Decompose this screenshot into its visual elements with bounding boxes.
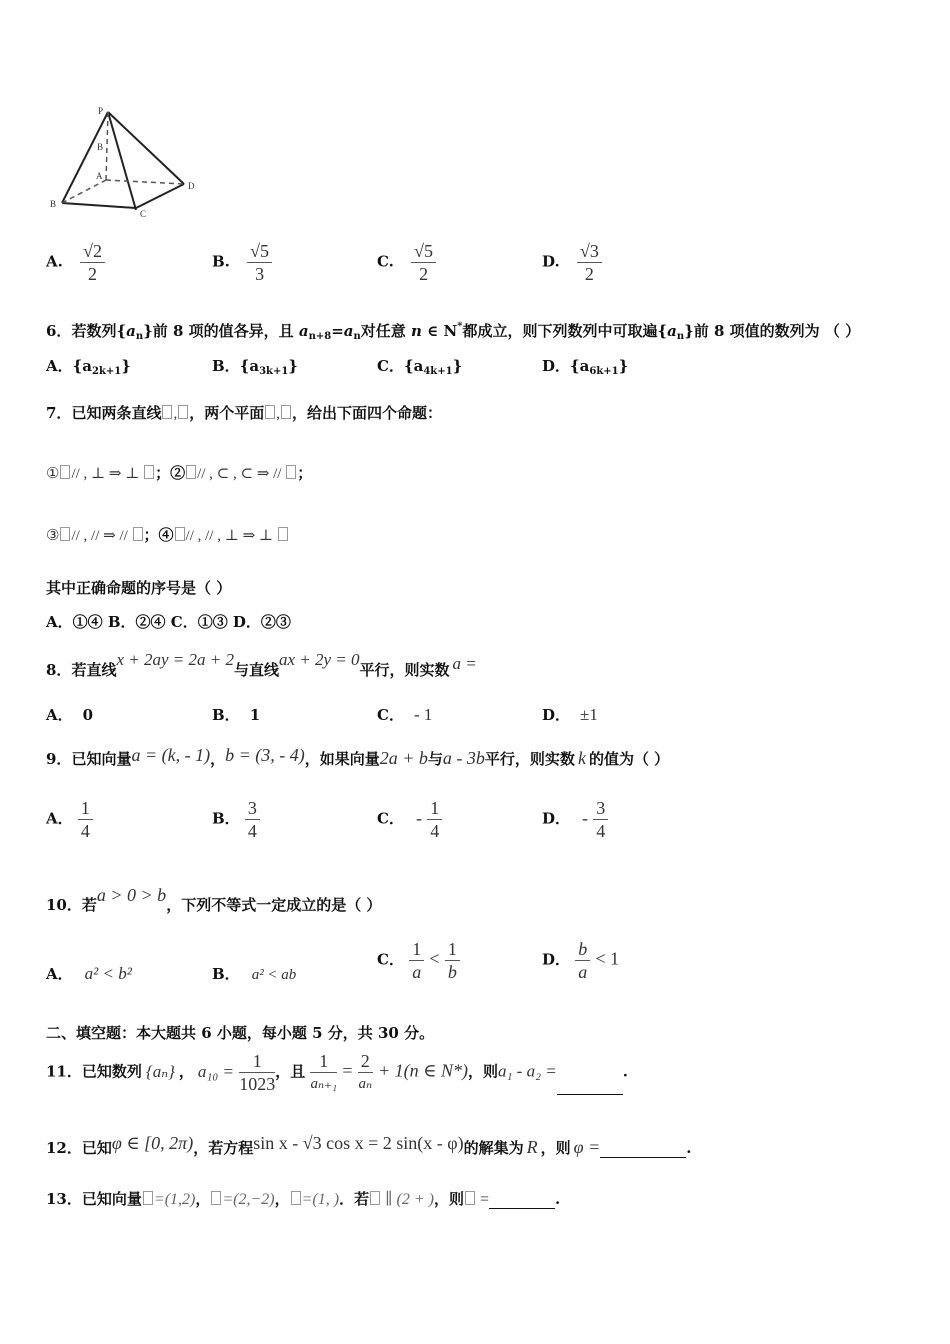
- q10-option-b[interactable]: B． a² < ab: [212, 965, 297, 983]
- q5-option-b[interactable]: B. $\frac{√5}{3}$: [212, 240, 272, 285]
- answer-blank[interactable]: [557, 1078, 623, 1095]
- q9-option-b[interactable]: B． $\frac{3}{4}$: [212, 797, 260, 842]
- pyramid-figure: [40, 100, 210, 220]
- vector-placeholder: [291, 1191, 301, 1205]
- q7-propositions-3-4: ③ // , // ⇒ // ；④ // , // , ⊥ ⇒ ⊥: [46, 524, 289, 545]
- q10-option-a[interactable]: A． a² < b²: [46, 964, 132, 983]
- q5-option-a[interactable]: A. $\frac{√2}{2}$: [46, 240, 105, 285]
- section-heading: 二、填空题：本大题共 6 小题，每小题 5 分，共 30 分。: [46, 1024, 435, 1042]
- q7-options[interactable]: A．①④ B．②④ C．①③ D．②③: [46, 613, 291, 631]
- label-c: C: [140, 209, 147, 219]
- variable-placeholder: [465, 1191, 475, 1205]
- label-d: D: [188, 181, 195, 191]
- edge-bc: [62, 203, 136, 208]
- q12-stem: 12．已知φ ∈ [0, 2π)，若方程sin x - √3 cos x = 2 sin(x - φ)的解集为 R ，则 φ = .: [46, 1133, 692, 1157]
- q6-stem: 6．若数列$\{a_n\}$前 8 项的值各异，且 $a_{n+8}=a_n$对任意 n ∈ N*都成立，则下列数列中可取遍$\{a_n\}$前 8 项值的数列为 （ ）: [46, 321, 861, 342]
- q8-option-d[interactable]: D． ±1: [542, 705, 598, 724]
- q11-stem: 11．已知数列 {aₙ} ， a₁₀ = $\frac{1}{1023}$ ，且 $\frac{1}{\text{aₙ₊₁}}$ = $\frac{2}{\text{aₙ}}$ + 1(n ∈ N*)，则a₁ - a₂ = .: [46, 1051, 628, 1094]
- edge-pa: [106, 112, 108, 180]
- q10-option-c[interactable]: C． $\frac{1}{a}$ < $\frac{1}{b}$: [377, 938, 460, 983]
- label-b: B: [50, 199, 57, 209]
- placeholder-glyph: [162, 405, 172, 419]
- vector-placeholder: [211, 1191, 221, 1205]
- edge-pc: [108, 112, 136, 210]
- vector-placeholder: [143, 1191, 153, 1205]
- q10-option-d[interactable]: D． $\frac{b}{a}$ < 1: [542, 939, 620, 982]
- placeholder-glyph: [281, 405, 291, 419]
- edge-cd: [136, 184, 184, 208]
- q10-stem: 10．若a > 0 > b，下列不等式一定成立的是（ ）: [46, 885, 382, 914]
- q8-stem: 8．若直线x + 2ay = 2a + 2与直线ax + 2y = 0平行，则实数 a =: [46, 650, 477, 679]
- q13-stem: 13．已知向量 =(1,2)， =(2,−2)， =(1, )．若 ∥ (2 + )，则 = .: [46, 1190, 561, 1208]
- q6-option-c[interactable]: C．$\{a_{4k+1}\}$: [377, 357, 463, 377]
- label-e: B: [97, 142, 104, 152]
- q8-option-c[interactable]: C． - 1: [377, 705, 433, 724]
- q5-option-c[interactable]: C. $\frac{√5}{2}$: [377, 240, 436, 285]
- q6-option-d[interactable]: D．$\{a_{6k+1}\}$: [542, 357, 629, 377]
- label-p: P: [98, 106, 104, 116]
- q9-option-c[interactable]: C． - $\frac{1}{4}$: [377, 797, 442, 842]
- q8-option-b[interactable]: B． 1: [212, 706, 261, 724]
- q9-option-a[interactable]: A． $\frac{1}{4}$: [46, 797, 93, 842]
- edge-pb: [62, 112, 108, 203]
- edge-ad: [106, 180, 184, 184]
- placeholder-glyph: [265, 405, 275, 419]
- vector-placeholder: [370, 1191, 380, 1205]
- q5-option-d[interactable]: D. $\frac{√3}{2}$: [542, 240, 602, 285]
- q7-propositions-1-2: ① // , ⊥ ⇒ ⊥ ；② // , ⊂ , ⊂ ⇒ // ；: [46, 464, 313, 482]
- q7-stem: 7．已知两条直线 , ，两个平面 , ，给出下面四个命题：: [46, 404, 442, 422]
- q9-option-d[interactable]: D． - $\frac{3}{4}$: [542, 797, 608, 842]
- edge-pd: [108, 112, 184, 184]
- q6-option-a[interactable]: A．$\{a_{2k+1}\}$: [46, 357, 131, 377]
- q8-option-a[interactable]: A． 0: [46, 706, 94, 724]
- answer-blank[interactable]: [489, 1192, 555, 1209]
- q7-question: 其中正确命题的序号是（ ）: [46, 579, 232, 597]
- q9-stem: 9．已知向量a = (k, - 1)，b = (3, - 4)，如果向量2a + b与a - 3b平行，则实数 k 的值为（ ）: [46, 745, 670, 768]
- label-a: A: [96, 171, 103, 181]
- placeholder-glyph: [178, 405, 188, 419]
- answer-blank[interactable]: [600, 1141, 686, 1158]
- q6-option-b[interactable]: B．$\{a_{3k+1}\}$: [212, 357, 298, 377]
